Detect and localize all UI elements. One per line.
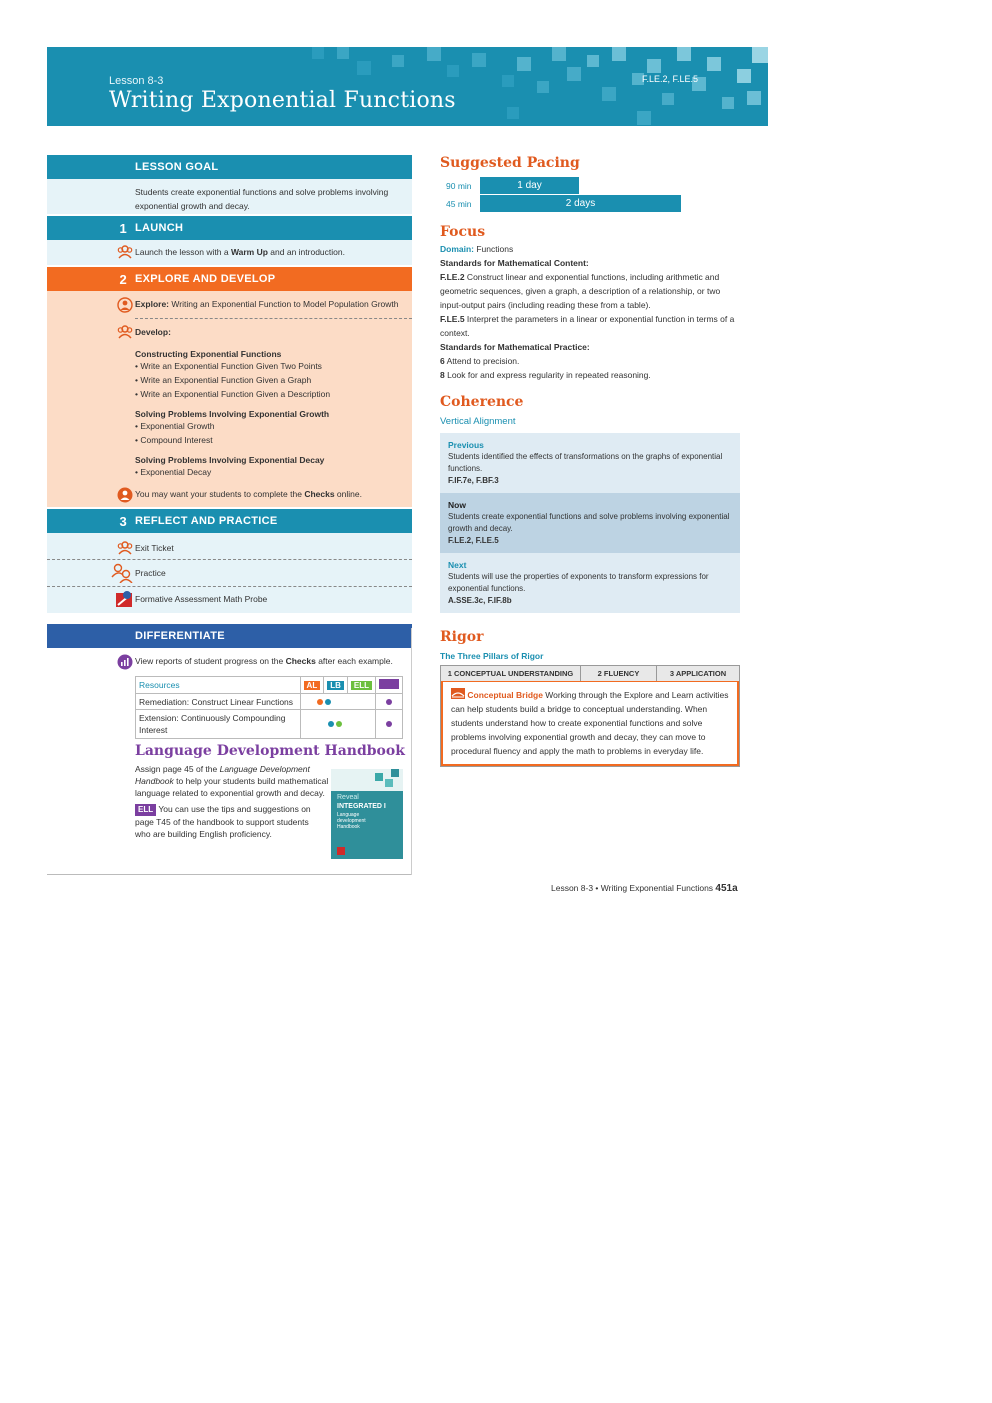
header-standards: F.LE.2, F.LE.5 bbox=[641, 74, 698, 84]
lesson-goal-text: Students create exponential functions and solve problems involving exponential growth and decay. bbox=[135, 187, 389, 211]
practice-text: Look for and express regularity in repeated reasoning. bbox=[444, 370, 651, 380]
previous-label: Previous bbox=[448, 440, 484, 450]
reflect-heading: REFLECT AND PRACTICE bbox=[135, 515, 278, 527]
develop-item[interactable]: • Write an Exponential Function Given Two Points bbox=[135, 361, 322, 371]
lesson-header bbox=[47, 47, 768, 126]
launch-text-post: and an introduction. bbox=[267, 247, 345, 257]
standard-item bbox=[440, 270, 740, 312]
ell-tag: ELL bbox=[351, 681, 372, 690]
previous-box bbox=[440, 433, 740, 493]
exit-ticket-link[interactable]: Exit Ticket bbox=[135, 543, 174, 553]
reflect-number: 3 bbox=[119, 513, 127, 529]
left-border bbox=[411, 628, 412, 875]
previous-text: Students identified the effects of transformations on the graphs of exponential functions. bbox=[448, 452, 723, 473]
book-brand: Reveal bbox=[337, 794, 359, 801]
differentiate-panel bbox=[47, 648, 412, 863]
checks-text-pre: You may want your students to complete the bbox=[135, 489, 305, 499]
explore-label: Explore: bbox=[135, 299, 170, 309]
differentiate-bar bbox=[47, 624, 412, 648]
standard-text: Construct linear and exponential functions, including arithmetic and geometric sequences, given a graph, a description of a relationship, or two input-output pairs (including reading these from a table). bbox=[440, 272, 721, 310]
bridge-icon bbox=[451, 688, 465, 699]
page-footer bbox=[551, 883, 738, 894]
lb-tag: LB bbox=[327, 681, 344, 690]
rigor-col: 3 APPLICATION bbox=[669, 669, 727, 678]
handbook-cover[interactable] bbox=[331, 769, 403, 859]
right-column bbox=[440, 155, 740, 767]
checks-report-link[interactable]: Checks bbox=[285, 656, 316, 666]
domain-value: Functions bbox=[474, 244, 514, 254]
launch-heading: LAUNCH bbox=[135, 222, 184, 234]
differentiate-text-post: after each example. bbox=[315, 656, 393, 666]
conceptual-bridge-label: Conceptual Bridge bbox=[467, 690, 543, 700]
now-codes: F.LE.2, F.LE.5 bbox=[448, 536, 499, 545]
launch-text-pre: Launch the lesson with a bbox=[135, 247, 231, 257]
page-number: 451a bbox=[715, 883, 738, 894]
left-divider bbox=[47, 874, 412, 875]
lesson-goal-heading: LESSON GOAL bbox=[135, 161, 219, 173]
person-icon bbox=[117, 297, 133, 313]
reflect-panel bbox=[47, 533, 412, 613]
focus-heading: Focus bbox=[440, 224, 486, 240]
ldh-paragraph bbox=[135, 763, 331, 799]
standard-text: Interpret the parameters in a linear or exponential function in terms of a context. bbox=[440, 314, 735, 338]
ldh-section bbox=[135, 743, 412, 863]
now-text: Students create exponential functions and solve problems involving exponential growth and decay. bbox=[448, 512, 730, 533]
domain-label: Domain: bbox=[440, 244, 474, 254]
rigor-header bbox=[441, 666, 739, 681]
group-icon bbox=[117, 325, 133, 339]
reflect-bar bbox=[47, 509, 412, 533]
practice-item bbox=[440, 354, 740, 368]
next-label: Next bbox=[448, 560, 467, 570]
now-box bbox=[440, 493, 740, 553]
practice-standards-label: Standards for Mathematical Practice: bbox=[440, 342, 590, 352]
develop-item[interactable]: • Compound Interest bbox=[135, 435, 213, 445]
lesson-number: Lesson 8-3 bbox=[109, 75, 164, 87]
pacing-label: 90 min bbox=[446, 180, 472, 191]
coherence-heading: Coherence bbox=[440, 394, 524, 410]
people-pair-icon bbox=[111, 563, 133, 583]
launch-number: 1 bbox=[119, 220, 127, 236]
explore-activity-link[interactable]: Writing an Exponential Function to Model Population Growth bbox=[169, 299, 399, 309]
previous-codes: F.IF.7e, F.BF.3 bbox=[448, 476, 499, 485]
rigor-heading: Rigor bbox=[440, 629, 484, 645]
table-row[interactable] bbox=[136, 710, 403, 739]
now-label: Now bbox=[448, 500, 466, 510]
launch-panel bbox=[47, 240, 412, 265]
develop-label: Develop: bbox=[135, 327, 171, 337]
ell-tag: ELL bbox=[135, 804, 156, 816]
develop-group-title: Solving Problems Involving Exponential Decay bbox=[135, 455, 325, 465]
book-title: INTEGRATED I bbox=[337, 803, 386, 810]
report-icon bbox=[117, 654, 133, 670]
next-box bbox=[440, 553, 740, 613]
math-probe-link[interactable]: Formative Assessment Math Probe bbox=[135, 594, 268, 604]
footer-text: Lesson 8-3 • Writing Exponential Functions bbox=[551, 883, 716, 893]
rigor-table bbox=[440, 665, 740, 767]
person-icon bbox=[117, 487, 133, 503]
conceptual-bridge-text: Working through the Explore and Learn activities can help students build a bridge to conceptual understanding. When students understand how to create exponential functions and solve problems involving exponential growth and decay, they can move to procedural fluency and apply the math to problems in everyday life. bbox=[451, 690, 729, 756]
explore-heading: EXPLORE AND DEVELOP bbox=[135, 273, 276, 285]
al-tag: AL bbox=[304, 681, 321, 690]
develop-item[interactable]: • Exponential Growth bbox=[135, 421, 215, 431]
develop-item[interactable]: • Write an Exponential Function Given a Graph bbox=[135, 375, 312, 385]
vertical-alignment-label: Vertical Alignment bbox=[440, 416, 516, 427]
develop-item[interactable]: • Exponential Decay bbox=[135, 467, 212, 477]
book-subtitle: Language development Handbook bbox=[337, 812, 366, 830]
practice-text: Attend to precision. bbox=[444, 356, 520, 366]
develop-list bbox=[135, 339, 412, 479]
ldh-p2: You can use the tips and suggestions on page T45 of the handbook to support students who are building English proficiency. bbox=[135, 804, 311, 839]
differentiate-heading: DIFFERENTIATE bbox=[135, 630, 225, 642]
pacing-heading: Suggested Pacing bbox=[440, 155, 580, 171]
explore-panel bbox=[47, 291, 412, 507]
ldh-tip bbox=[135, 803, 315, 840]
page-title: Writing Exponential Functions bbox=[109, 88, 456, 113]
rigor-col: 1 CONCEPTUAL UNDERSTANDING bbox=[441, 666, 581, 681]
enrich-tag bbox=[379, 679, 399, 689]
practice-item bbox=[440, 368, 740, 382]
pacing-chart bbox=[440, 177, 740, 212]
left-column bbox=[47, 155, 412, 863]
group-icon bbox=[117, 245, 133, 259]
remediation-cell[interactable]: Remediation: Construct Linear Functions bbox=[136, 694, 301, 710]
practice-code: 8 bbox=[440, 370, 445, 380]
next-text: Students will use the properties of exponents to transform expressions for exponential functions. bbox=[448, 572, 709, 593]
ldh-p1-pre: Assign page 45 of the bbox=[135, 764, 220, 774]
next-codes: A.SSE.3c, F.IF.8b bbox=[448, 596, 512, 605]
practice-code: 6 bbox=[440, 356, 445, 366]
explore-bar bbox=[47, 267, 412, 291]
focus-domain bbox=[440, 242, 740, 256]
lesson-goal-bar bbox=[47, 155, 412, 179]
develop-item[interactable]: • Write an Exponential Function Given a Description bbox=[135, 389, 331, 399]
ldh-title: Language Development Handbook bbox=[135, 743, 405, 759]
pacing-label: 45 min bbox=[446, 198, 472, 209]
warm-up-link[interactable]: Warm Up bbox=[230, 247, 268, 257]
differentiate-text-pre: View reports of student progress on the bbox=[135, 656, 286, 666]
group-icon bbox=[117, 541, 133, 555]
vertical-alignment bbox=[440, 433, 740, 613]
table-header-row bbox=[136, 677, 403, 694]
lesson-goal-panel bbox=[47, 179, 412, 214]
probe-icon bbox=[115, 590, 133, 608]
explore-number: 2 bbox=[119, 271, 127, 287]
resources-header: Resources bbox=[136, 677, 301, 694]
standard-code: F.LE.2 bbox=[440, 272, 465, 282]
standard-code: F.LE.5 bbox=[440, 314, 465, 324]
checks-link[interactable]: Checks bbox=[304, 489, 335, 499]
rigor-col: 2 FLUENCY bbox=[581, 666, 657, 681]
develop-group-title: Constructing Exponential Functions bbox=[135, 349, 282, 359]
pacing-bar: 2 days bbox=[480, 195, 681, 212]
develop-group-title: Solving Problems Involving Exponential Growth bbox=[135, 409, 330, 419]
standard-item bbox=[440, 312, 740, 340]
table-row[interactable] bbox=[136, 694, 403, 710]
checks-text-post: online. bbox=[334, 489, 362, 499]
resources-table bbox=[135, 676, 403, 739]
practice-link[interactable]: Practice bbox=[135, 568, 166, 578]
ldh-p1-italic: Language Development Handbook bbox=[135, 764, 310, 786]
content-standards-label: Standards for Mathematical Content: bbox=[440, 258, 589, 268]
extension-cell[interactable]: Extension: Continuously Compounding Interest bbox=[136, 710, 301, 739]
rigor-body bbox=[441, 681, 739, 766]
rigor-subheading: The Three Pillars of Rigor bbox=[440, 651, 544, 661]
ldh-p1-post: to help your students build mathematical language related to exponential growth and decay. bbox=[135, 776, 329, 798]
pacing-bar: 1 day bbox=[480, 177, 579, 194]
launch-bar bbox=[47, 216, 412, 240]
